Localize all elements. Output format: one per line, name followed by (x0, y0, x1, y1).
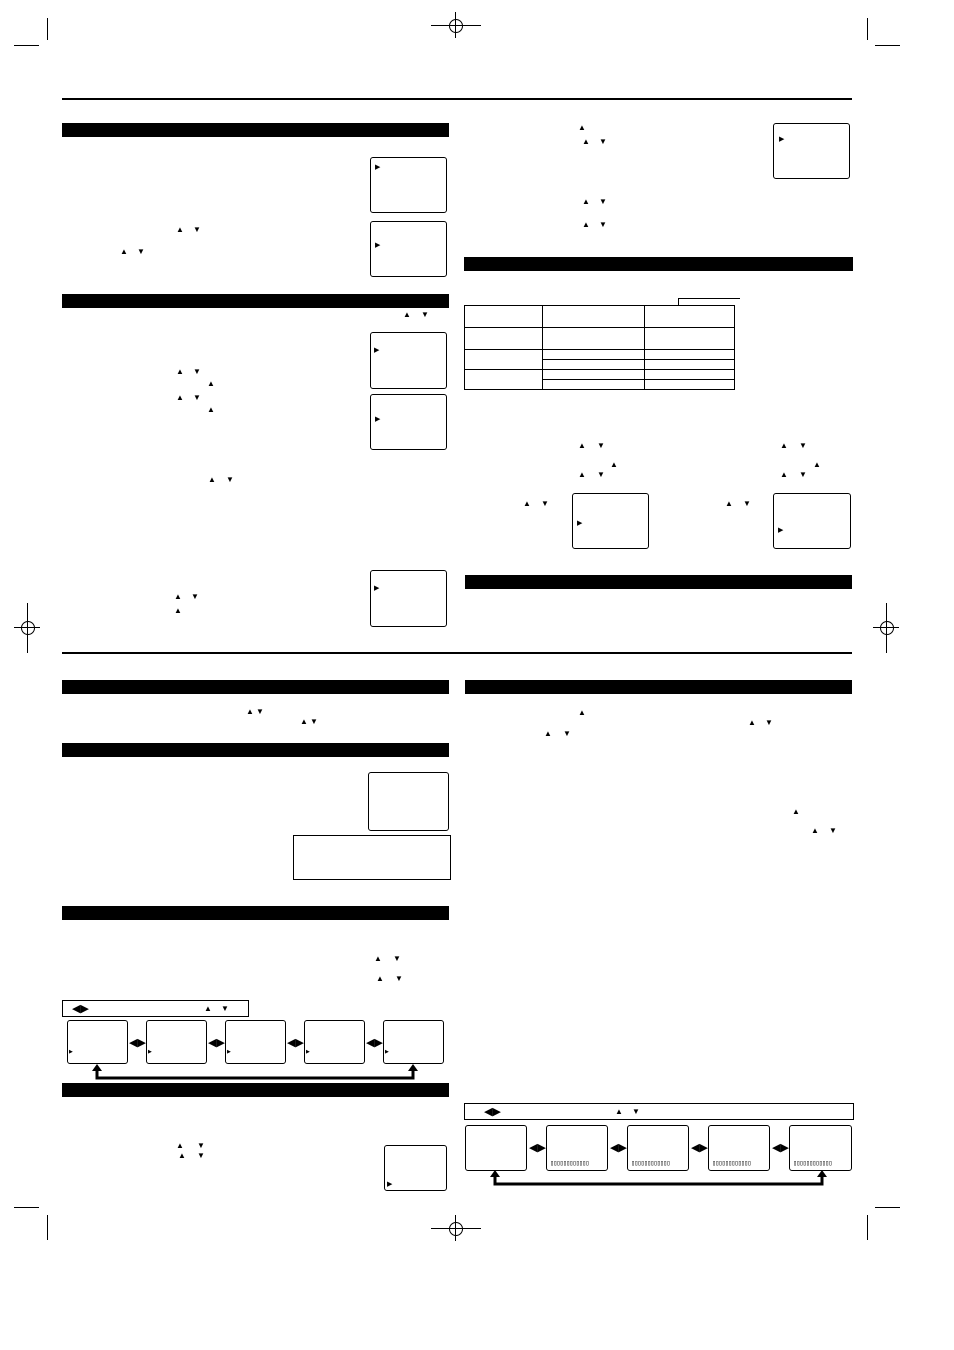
up-arrow-icon: ▲ (300, 717, 308, 726)
up-arrow-icon: ▲ (174, 592, 182, 601)
osd-pointer-icon: ▶ (69, 1049, 73, 1055)
up-arrow-icon: ▲ (176, 367, 184, 376)
sequence-screen-2 (146, 1020, 207, 1064)
up-arrow-icon: ▲ (376, 974, 384, 983)
sequence-screen-1 (67, 1020, 128, 1064)
down-arrow-icon: ▼ (226, 475, 234, 484)
osd-pointer-icon: ▶ (375, 416, 381, 423)
osd-pointer-icon: ▶ (374, 585, 380, 592)
sequence-screen-3 (225, 1020, 286, 1064)
level-bar-segments: ▯▯▯▯▯▯▯▯▯▯▯▯ (712, 1159, 751, 1167)
down-arrow-icon: ▼ (221, 1004, 229, 1013)
down-arrow-icon: ▼ (632, 1107, 640, 1116)
section-bar-5 (62, 680, 449, 694)
sequence-screen-r5 (789, 1125, 852, 1171)
top-page-rule (62, 98, 852, 100)
down-arrow-icon: ▼ (393, 954, 401, 963)
up-arrow-icon: ▲ (578, 123, 586, 132)
osd-screen-5 (370, 570, 447, 627)
osd-pointer-icon: ▶ (779, 136, 785, 143)
osd-screen-10 (384, 1145, 447, 1191)
down-arrow-icon: ▼ (310, 717, 318, 726)
up-arrow-icon: ▲ (578, 470, 586, 479)
osd-pointer-icon: ▶ (306, 1049, 310, 1055)
down-arrow-icon: ▼ (197, 1141, 205, 1150)
up-arrow-icon: ▲ (582, 137, 590, 146)
up-arrow-icon: ▲ (813, 460, 821, 469)
double-arrow-icon: ◀▶ (129, 1037, 146, 1049)
settings-table (464, 305, 735, 390)
double-arrow-icon: ◀▶ (72, 1003, 89, 1015)
down-arrow-icon: ▼ (256, 707, 264, 716)
osd-screen-4 (370, 394, 447, 450)
osd-pointer-icon: ▶ (375, 164, 381, 171)
osd-screen-1 (370, 157, 447, 213)
up-arrow-icon: ▲ (174, 606, 182, 615)
up-arrow-icon: ▲ (780, 441, 788, 450)
up-arrow-icon: ▲ (246, 707, 254, 716)
up-arrow-icon: ▲ (176, 393, 184, 402)
sequence-return-arrow-left (90, 1064, 420, 1082)
osd-pointer-icon: ▶ (374, 347, 380, 354)
up-arrow-icon: ▲ (578, 441, 586, 450)
up-arrow-icon: ▲ (610, 460, 618, 469)
section-bar-9 (465, 680, 852, 694)
sequence-screen-r2 (546, 1125, 608, 1171)
up-arrow-icon: ▲ (780, 470, 788, 479)
down-arrow-icon: ▼ (743, 499, 751, 508)
section-bar-7 (62, 906, 449, 920)
down-arrow-icon: ▼ (395, 974, 403, 983)
level-bar-segments: ▯▯▯▯▯▯▯▯▯▯▯▯ (631, 1159, 670, 1167)
up-arrow-icon: ▲ (725, 499, 733, 508)
up-arrow-icon: ▲ (207, 379, 215, 388)
level-bar-segments: ▯▯▯▯▯▯▯▯▯▯▯▯ (793, 1159, 832, 1167)
osd-pointer-icon: ▶ (387, 1181, 393, 1188)
down-arrow-icon: ▼ (799, 470, 807, 479)
section-bar-2 (62, 294, 449, 308)
up-arrow-icon: ▲ (582, 220, 590, 229)
down-arrow-icon: ▼ (191, 592, 199, 601)
osd-pointer-icon: ▶ (375, 242, 381, 249)
up-arrow-icon: ▲ (578, 708, 586, 717)
section-bar-3 (464, 257, 853, 271)
double-arrow-icon: ◀▶ (287, 1037, 304, 1049)
down-arrow-icon: ▼ (541, 499, 549, 508)
sequence-screen-r4 (708, 1125, 770, 1171)
up-arrow-icon: ▲ (176, 225, 184, 234)
down-arrow-icon: ▼ (193, 393, 201, 402)
section-bar-4 (465, 575, 852, 589)
sequence-screen-r3 (627, 1125, 689, 1171)
osd-screen-8 (773, 493, 851, 549)
down-arrow-icon: ▼ (597, 441, 605, 450)
osd-screen-6 (773, 123, 850, 179)
up-arrow-icon: ▲ (403, 310, 411, 319)
double-arrow-icon: ◀▶ (529, 1142, 546, 1154)
section-bar-6 (62, 743, 449, 757)
up-arrow-icon: ▲ (178, 1151, 186, 1160)
note-box (293, 835, 451, 880)
osd-pointer-icon: ▶ (778, 527, 784, 534)
double-arrow-icon: ◀▶ (484, 1106, 501, 1118)
osd-pointer-icon: ▶ (148, 1049, 152, 1055)
double-arrow-icon: ◀▶ (772, 1142, 789, 1154)
down-arrow-icon: ▼ (829, 826, 837, 835)
up-arrow-icon: ▲ (544, 729, 552, 738)
down-arrow-icon: ▼ (137, 247, 145, 256)
up-arrow-icon: ▲ (374, 954, 382, 963)
sequence-legend-right (464, 1103, 854, 1120)
up-arrow-icon: ▲ (582, 197, 590, 206)
double-arrow-icon: ◀▶ (691, 1142, 708, 1154)
osd-screen-2 (370, 221, 447, 277)
down-arrow-icon: ▼ (599, 197, 607, 206)
double-arrow-icon: ◀▶ (366, 1037, 383, 1049)
osd-pointer-icon: ▶ (227, 1049, 231, 1055)
up-arrow-icon: ▲ (615, 1107, 623, 1116)
down-arrow-icon: ▼ (421, 310, 429, 319)
up-arrow-icon: ▲ (523, 499, 531, 508)
section-bar-8 (62, 1083, 449, 1097)
down-arrow-icon: ▼ (563, 729, 571, 738)
down-arrow-icon: ▼ (597, 470, 605, 479)
double-arrow-icon: ◀▶ (610, 1142, 627, 1154)
sequence-screen-r1 (465, 1125, 527, 1171)
sequence-screen-5 (383, 1020, 444, 1064)
down-arrow-icon: ▼ (799, 441, 807, 450)
osd-screen-9 (368, 772, 449, 831)
up-arrow-icon: ▲ (792, 807, 800, 816)
osd-pointer-icon: ▶ (385, 1049, 389, 1055)
up-arrow-icon: ▲ (120, 247, 128, 256)
level-bar-segments: ▯▯▯▯▯▯▯▯▯▯▯▯ (550, 1159, 589, 1167)
up-arrow-icon: ▲ (176, 1141, 184, 1150)
section-bar-1 (62, 123, 449, 137)
middle-page-rule (62, 652, 852, 654)
sequence-return-arrow-right (488, 1170, 830, 1188)
up-arrow-icon: ▲ (208, 475, 216, 484)
down-arrow-icon: ▼ (599, 137, 607, 146)
up-arrow-icon: ▲ (204, 1004, 212, 1013)
osd-screen-7 (572, 493, 649, 549)
sequence-screen-4 (304, 1020, 365, 1064)
up-arrow-icon: ▲ (811, 826, 819, 835)
down-arrow-icon: ▼ (193, 367, 201, 376)
down-arrow-icon: ▼ (765, 718, 773, 727)
down-arrow-icon: ▼ (599, 220, 607, 229)
up-arrow-icon: ▲ (207, 405, 215, 414)
osd-screen-3 (370, 332, 447, 389)
double-arrow-icon: ◀▶ (208, 1037, 225, 1049)
up-arrow-icon: ▲ (748, 718, 756, 727)
down-arrow-icon: ▼ (193, 225, 201, 234)
down-arrow-icon: ▼ (197, 1151, 205, 1160)
osd-pointer-icon: ▶ (577, 520, 583, 527)
sequence-legend-left (62, 1000, 249, 1017)
